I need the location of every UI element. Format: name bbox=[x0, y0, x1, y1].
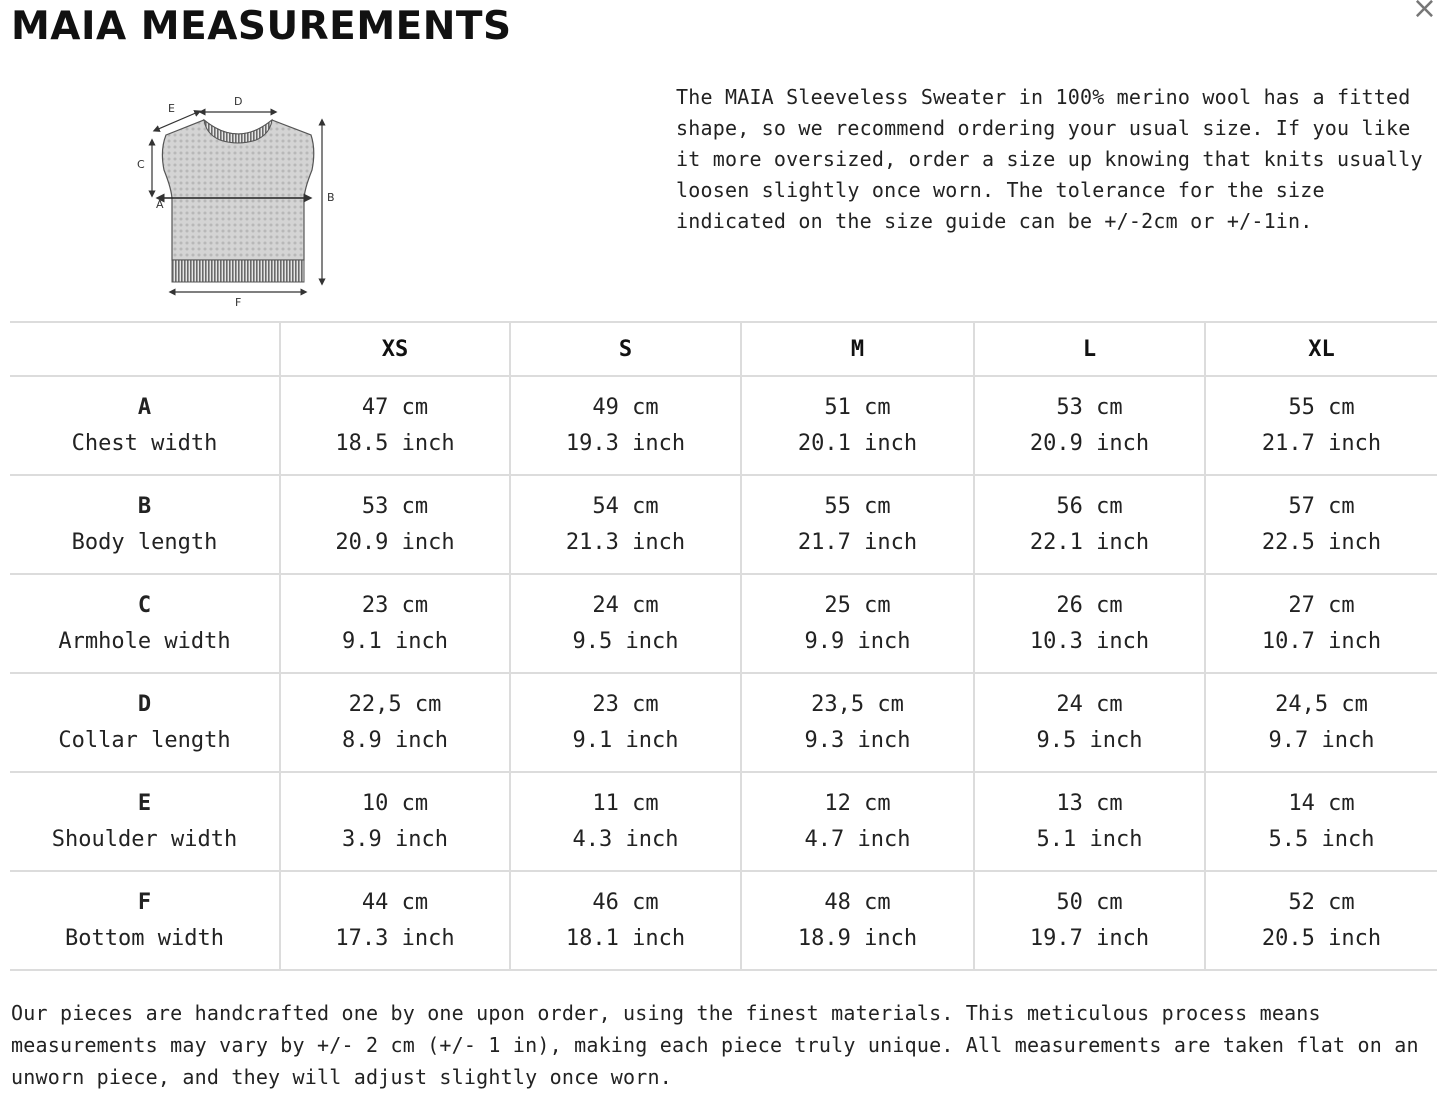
measurement-name: Bottom width bbox=[65, 925, 224, 951]
value-cm: 52 cm bbox=[1288, 889, 1355, 915]
diagram-label-e: E bbox=[168, 102, 175, 115]
measurement-label bbox=[10, 376, 280, 475]
value-inch: 9.5 inch bbox=[1036, 727, 1143, 753]
measurement-cell bbox=[1205, 772, 1437, 871]
measurement-cell bbox=[510, 376, 741, 475]
measurement-name: Shoulder width bbox=[51, 826, 238, 852]
value-cm: 27 cm bbox=[1288, 592, 1355, 618]
value-inch: 20.1 inch bbox=[797, 430, 918, 456]
measurement-code: F bbox=[137, 889, 152, 915]
value-inch: 21.7 inch bbox=[797, 529, 918, 555]
measurement-cell bbox=[1205, 475, 1437, 574]
value-inch: 9.1 inch bbox=[342, 628, 448, 654]
measurement-cell bbox=[510, 475, 741, 574]
value-cm: 50 cm bbox=[1056, 889, 1123, 915]
measurement-cell bbox=[280, 475, 510, 574]
diagram-label-b: B bbox=[327, 191, 335, 204]
table-row bbox=[10, 871, 1437, 970]
value-cm: 26 cm bbox=[1056, 592, 1123, 618]
size-header-m: M bbox=[741, 322, 974, 376]
value-cm: 12 cm bbox=[824, 790, 891, 816]
value-cm: 13 cm bbox=[1056, 790, 1123, 816]
measurement-cell bbox=[1205, 673, 1437, 772]
value-cm: 23 cm bbox=[592, 691, 659, 717]
size-header-l: L bbox=[974, 322, 1205, 376]
value-cm: 22,5 cm bbox=[348, 691, 442, 717]
value-cm: 24,5 cm bbox=[1275, 691, 1368, 717]
value-cm: 25 cm bbox=[824, 592, 891, 618]
table-row bbox=[10, 574, 1437, 673]
value-cm: 54 cm bbox=[592, 493, 659, 519]
size-header-s: S bbox=[510, 322, 741, 376]
measurement-cell bbox=[280, 574, 510, 673]
value-inch: 4.3 inch bbox=[572, 826, 679, 852]
value-inch: 19.7 inch bbox=[1029, 925, 1150, 951]
value-cm: 24 cm bbox=[592, 592, 659, 618]
measurement-name: Body length bbox=[71, 529, 218, 555]
value-cm: 57 cm bbox=[1288, 493, 1355, 519]
measurement-cell bbox=[974, 475, 1205, 574]
measurement-cell bbox=[510, 871, 741, 970]
value-cm: 53 cm bbox=[361, 493, 429, 519]
measurement-label bbox=[10, 772, 280, 871]
measurement-label bbox=[10, 475, 280, 574]
value-inch: 18.9 inch bbox=[797, 925, 918, 951]
value-inch: 8.9 inch bbox=[342, 727, 448, 753]
table-row bbox=[10, 673, 1437, 772]
measurement-cell bbox=[974, 376, 1205, 475]
value-cm: 14 cm bbox=[1288, 790, 1355, 816]
diagram-label-a: A bbox=[156, 198, 164, 211]
value-inch: 18.1 inch bbox=[565, 925, 686, 951]
value-inch: 19.3 inch bbox=[565, 430, 686, 456]
measurement-cell bbox=[741, 475, 974, 574]
value-cm: 23 cm bbox=[361, 592, 429, 618]
measurement-code: D bbox=[137, 691, 152, 717]
value-inch: 20.9 inch bbox=[1029, 430, 1150, 456]
value-inch: 10.7 inch bbox=[1261, 628, 1382, 654]
value-inch: 20.9 inch bbox=[335, 529, 455, 555]
value-inch: 9.5 inch bbox=[572, 628, 679, 654]
measurement-cell bbox=[280, 673, 510, 772]
close-icon[interactable]: × bbox=[1411, 0, 1437, 26]
measurement-label bbox=[10, 871, 280, 970]
measurement-name: Collar length bbox=[58, 727, 231, 753]
value-cm: 10 cm bbox=[361, 790, 429, 816]
measurement-name: Armhole width bbox=[58, 628, 231, 654]
measurement-cell bbox=[1205, 376, 1437, 475]
size-header-row bbox=[10, 322, 1437, 376]
value-inch: 21.7 inch bbox=[1261, 430, 1382, 456]
value-cm: 55 cm bbox=[1288, 394, 1355, 420]
measurement-code: A bbox=[137, 394, 152, 420]
measurement-label bbox=[10, 574, 280, 673]
measurement-cell bbox=[1205, 574, 1437, 673]
value-cm: 24 cm bbox=[1056, 691, 1123, 717]
size-header-empty bbox=[10, 322, 280, 376]
value-cm: 55 cm bbox=[824, 493, 891, 519]
value-cm: 11 cm bbox=[592, 790, 659, 816]
measurement-cell bbox=[510, 772, 741, 871]
measurement-cell bbox=[974, 871, 1205, 970]
measurement-cell bbox=[974, 772, 1205, 871]
measurement-cell bbox=[974, 574, 1205, 673]
table-row bbox=[10, 376, 1437, 475]
value-inch: 18.5 inch bbox=[335, 430, 455, 456]
value-cm: 47 cm bbox=[361, 394, 429, 420]
value-inch: 5.5 inch bbox=[1268, 826, 1375, 852]
value-inch: 17.3 inch bbox=[335, 925, 455, 951]
table-row bbox=[10, 475, 1437, 574]
measurement-cell bbox=[510, 574, 741, 673]
value-cm: 48 cm bbox=[824, 889, 891, 915]
value-inch: 20.5 inch bbox=[1261, 925, 1382, 951]
sweater-diagram bbox=[136, 90, 341, 315]
value-inch: 9.9 inch bbox=[804, 628, 911, 654]
measurement-cell bbox=[280, 376, 510, 475]
value-inch: 22.5 inch bbox=[1261, 529, 1382, 555]
value-inch: 9.7 inch bbox=[1268, 727, 1375, 753]
value-inch: 22.1 inch bbox=[1029, 529, 1150, 555]
value-inch: 21.3 inch bbox=[565, 529, 686, 555]
measurement-code: C bbox=[137, 592, 152, 618]
value-inch: 3.9 inch bbox=[342, 826, 448, 852]
value-cm: 23,5 cm bbox=[811, 691, 904, 717]
page-title: MAIA MEASUREMENTS bbox=[11, 4, 512, 49]
measurement-cell bbox=[741, 871, 974, 970]
measurement-code: B bbox=[137, 493, 152, 519]
value-cm: 51 cm bbox=[824, 394, 891, 420]
measurement-cell bbox=[741, 574, 974, 673]
value-inch: 4.7 inch bbox=[804, 826, 911, 852]
diagram-label-c: C bbox=[137, 158, 145, 171]
value-inch: 9.3 inch bbox=[804, 727, 911, 753]
measurement-cell bbox=[974, 673, 1205, 772]
value-inch: 5.1 inch bbox=[1036, 826, 1143, 852]
measurement-label bbox=[10, 673, 280, 772]
value-inch: 10.3 inch bbox=[1029, 628, 1150, 654]
measurement-cell bbox=[280, 871, 510, 970]
value-cm: 44 cm bbox=[361, 889, 429, 915]
size-header-xs: XS bbox=[280, 322, 510, 376]
size-advice-text: The MAIA Sleeveless Sweater in 100% merino wool has a fitted shape, so we recommend ordering your usual size. If you like it more oversized, order a size up knowing that knits usually loosen slightly once worn. The tolerance for the size indicated on the size guide can be +/-2cm or +/-1in. bbox=[676, 85, 1423, 233]
measurement-cell bbox=[280, 772, 510, 871]
value-cm: 49 cm bbox=[592, 394, 659, 420]
value-cm: 53 cm bbox=[1056, 394, 1123, 420]
measurement-cell bbox=[741, 772, 974, 871]
diagram-label-f: F bbox=[235, 296, 242, 309]
measurement-cell bbox=[1205, 871, 1437, 970]
size-table bbox=[10, 321, 1437, 971]
measurement-name: Chest width bbox=[71, 430, 218, 456]
handcrafted-note: Our pieces are handcrafted one by one upon order, using the finest materials. This meticulous process means measurements may vary by +/- 2 cm (+/- 1 in), making each piece truly unique. All measurements are taken flat on an unworn piece, and they will adjust slightly once worn. bbox=[11, 1001, 1419, 1089]
value-cm: 46 cm bbox=[592, 889, 659, 915]
measurement-cell bbox=[510, 673, 741, 772]
sweater-hem bbox=[172, 260, 304, 282]
value-inch: 9.1 inch bbox=[572, 727, 679, 753]
measurement-cell bbox=[741, 673, 974, 772]
size-header-xl: XL bbox=[1205, 322, 1437, 376]
measurement-cell bbox=[741, 376, 974, 475]
value-cm: 56 cm bbox=[1056, 493, 1123, 519]
measurement-code: E bbox=[137, 790, 152, 816]
table-row bbox=[10, 772, 1437, 871]
diagram-label-d: D bbox=[234, 95, 243, 108]
